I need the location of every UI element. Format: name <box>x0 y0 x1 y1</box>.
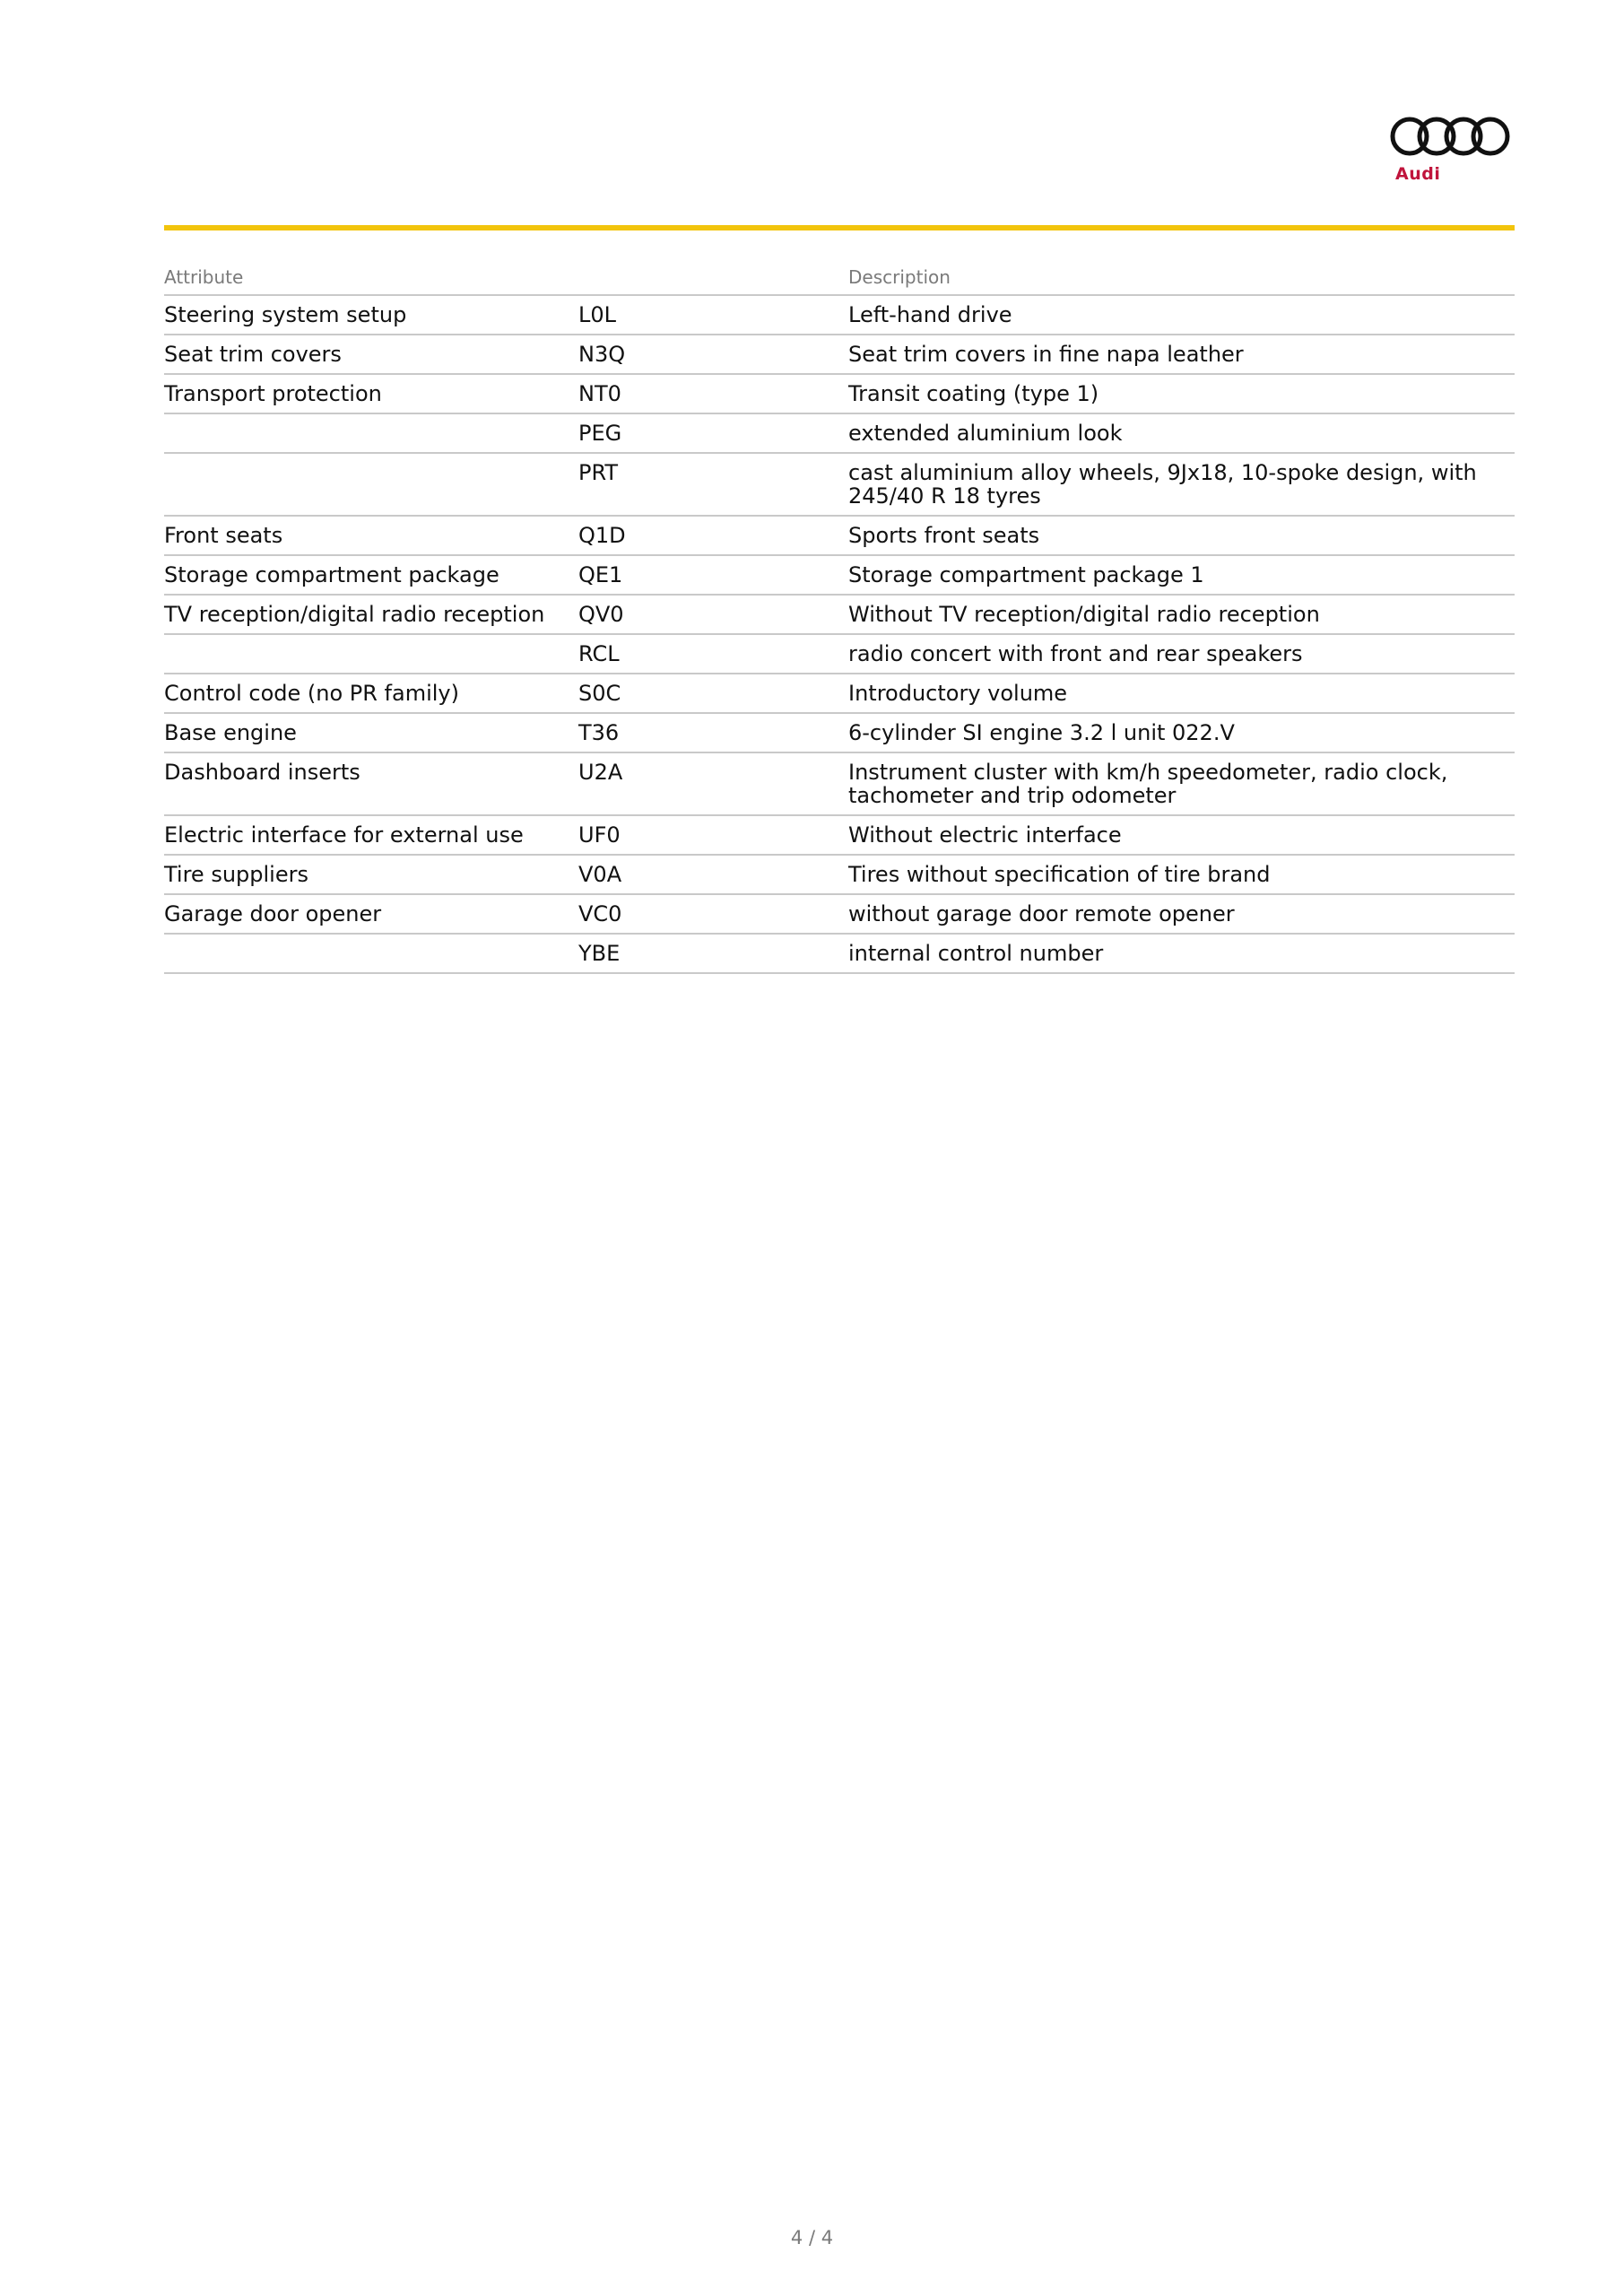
table-row <box>164 635 1515 674</box>
cell-description <box>848 863 1515 886</box>
cell-code: NT0 <box>578 381 621 406</box>
cell-description <box>848 303 1515 326</box>
cell-attribute: TV reception/digital radio reception <box>164 602 545 627</box>
table-row <box>164 556 1515 596</box>
header-attribute: Attribute <box>164 266 244 288</box>
description-line: internal control number <box>848 941 1104 966</box>
description-line: cast aluminium alloy wheels, 9Jx18, 10-spoke design, with <box>848 460 1477 485</box>
cell-code: RCL <box>578 641 620 666</box>
table-row <box>164 714 1515 753</box>
description-line: 6-cylinder SI engine 3.2 l unit 022.V <box>848 720 1235 745</box>
description-line: 245/40 R 18 tyres <box>848 483 1041 509</box>
cell-code: UF0 <box>578 822 621 848</box>
table-row <box>164 296 1515 335</box>
cell-code: S0C <box>578 681 621 706</box>
cell-attribute <box>164 461 578 508</box>
cell-description <box>848 563 1515 587</box>
table-row <box>164 674 1515 714</box>
accent-divider <box>164 225 1515 230</box>
cell-attribute: Front seats <box>164 523 283 548</box>
table-header-row <box>164 260 1515 296</box>
description-line: tachometer and trip odometer <box>848 783 1177 808</box>
description-line: without garage door remote opener <box>848 901 1235 926</box>
table-row <box>164 375 1515 414</box>
cell-attribute: Control code (no PR family) <box>164 681 459 706</box>
table-row <box>164 414 1515 454</box>
cell-description <box>848 461 1515 508</box>
cell-code: Q1D <box>578 523 626 548</box>
cell-description <box>848 902 1515 926</box>
description-line: extended aluminium look <box>848 421 1123 446</box>
cell-description <box>848 524 1515 547</box>
audi-logo <box>1388 115 1514 160</box>
cell-code: PEG <box>578 421 622 446</box>
cell-attribute <box>164 422 578 445</box>
cell-code: T36 <box>578 720 620 745</box>
table-row <box>164 816 1515 856</box>
header-description: Description <box>848 266 951 288</box>
cell-description <box>848 721 1515 744</box>
cell-description <box>848 642 1515 665</box>
cell-attribute: Base engine <box>164 720 297 745</box>
description-line: Transit coating (type 1) <box>848 381 1099 406</box>
description-line: Storage compartment package 1 <box>848 562 1204 587</box>
table-row <box>164 335 1515 375</box>
table-row <box>164 856 1515 895</box>
cell-description <box>848 761 1515 807</box>
description-line: Without electric interface <box>848 822 1122 848</box>
cell-attribute: Tire suppliers <box>164 862 308 887</box>
description-line: Instrument cluster with km/h speedometer, radio clock, <box>848 760 1448 785</box>
cell-code: U2A <box>578 760 623 785</box>
cell-code: PRT <box>578 460 619 485</box>
description-line: radio concert with front and rear speakers <box>848 641 1303 666</box>
equipment-table <box>164 260 1515 974</box>
cell-attribute: Steering system setup <box>164 302 407 327</box>
cell-attribute: Seat trim covers <box>164 342 342 367</box>
cell-attribute: Transport protection <box>164 381 382 406</box>
description-line: Without TV reception/digital radio reception <box>848 602 1320 627</box>
cell-description <box>848 823 1515 847</box>
cell-description <box>848 682 1515 705</box>
table-row <box>164 935 1515 974</box>
cell-attribute: Garage door opener <box>164 901 382 926</box>
description-line: Left-hand drive <box>848 302 1012 327</box>
table-body <box>164 296 1515 974</box>
cell-attribute <box>164 642 578 665</box>
table-row <box>164 753 1515 816</box>
description-line: Sports front seats <box>848 523 1040 548</box>
cell-code: N3Q <box>578 342 626 367</box>
page-indicator: 4 / 4 <box>790 2227 834 2248</box>
cell-code: V0A <box>578 862 622 887</box>
cell-description <box>848 603 1515 626</box>
header-code <box>578 265 848 289</box>
cell-attribute <box>164 942 578 965</box>
cell-code: QV0 <box>578 602 624 627</box>
cell-code: L0L <box>578 302 617 327</box>
cell-attribute: Dashboard inserts <box>164 760 360 785</box>
cell-attribute: Storage compartment package <box>164 562 499 587</box>
table-row <box>164 596 1515 635</box>
cell-description <box>848 343 1515 366</box>
cell-description <box>848 942 1515 965</box>
cell-description <box>848 382 1515 405</box>
table-row <box>164 517 1515 556</box>
description-line: Introductory volume <box>848 681 1068 706</box>
brand-name: Audi <box>1395 164 1441 184</box>
cell-code: VC0 <box>578 901 622 926</box>
cell-code: QE1 <box>578 562 623 587</box>
cell-description <box>848 422 1515 445</box>
table-row <box>164 895 1515 935</box>
four-rings-icon <box>1388 115 1514 160</box>
cell-attribute: Electric interface for external use <box>164 822 524 848</box>
description-line: Seat trim covers in fine napa leather <box>848 342 1244 367</box>
table-row <box>164 454 1515 517</box>
description-line: Tires without specification of tire brand <box>848 862 1271 887</box>
cell-code: YBE <box>578 941 621 966</box>
